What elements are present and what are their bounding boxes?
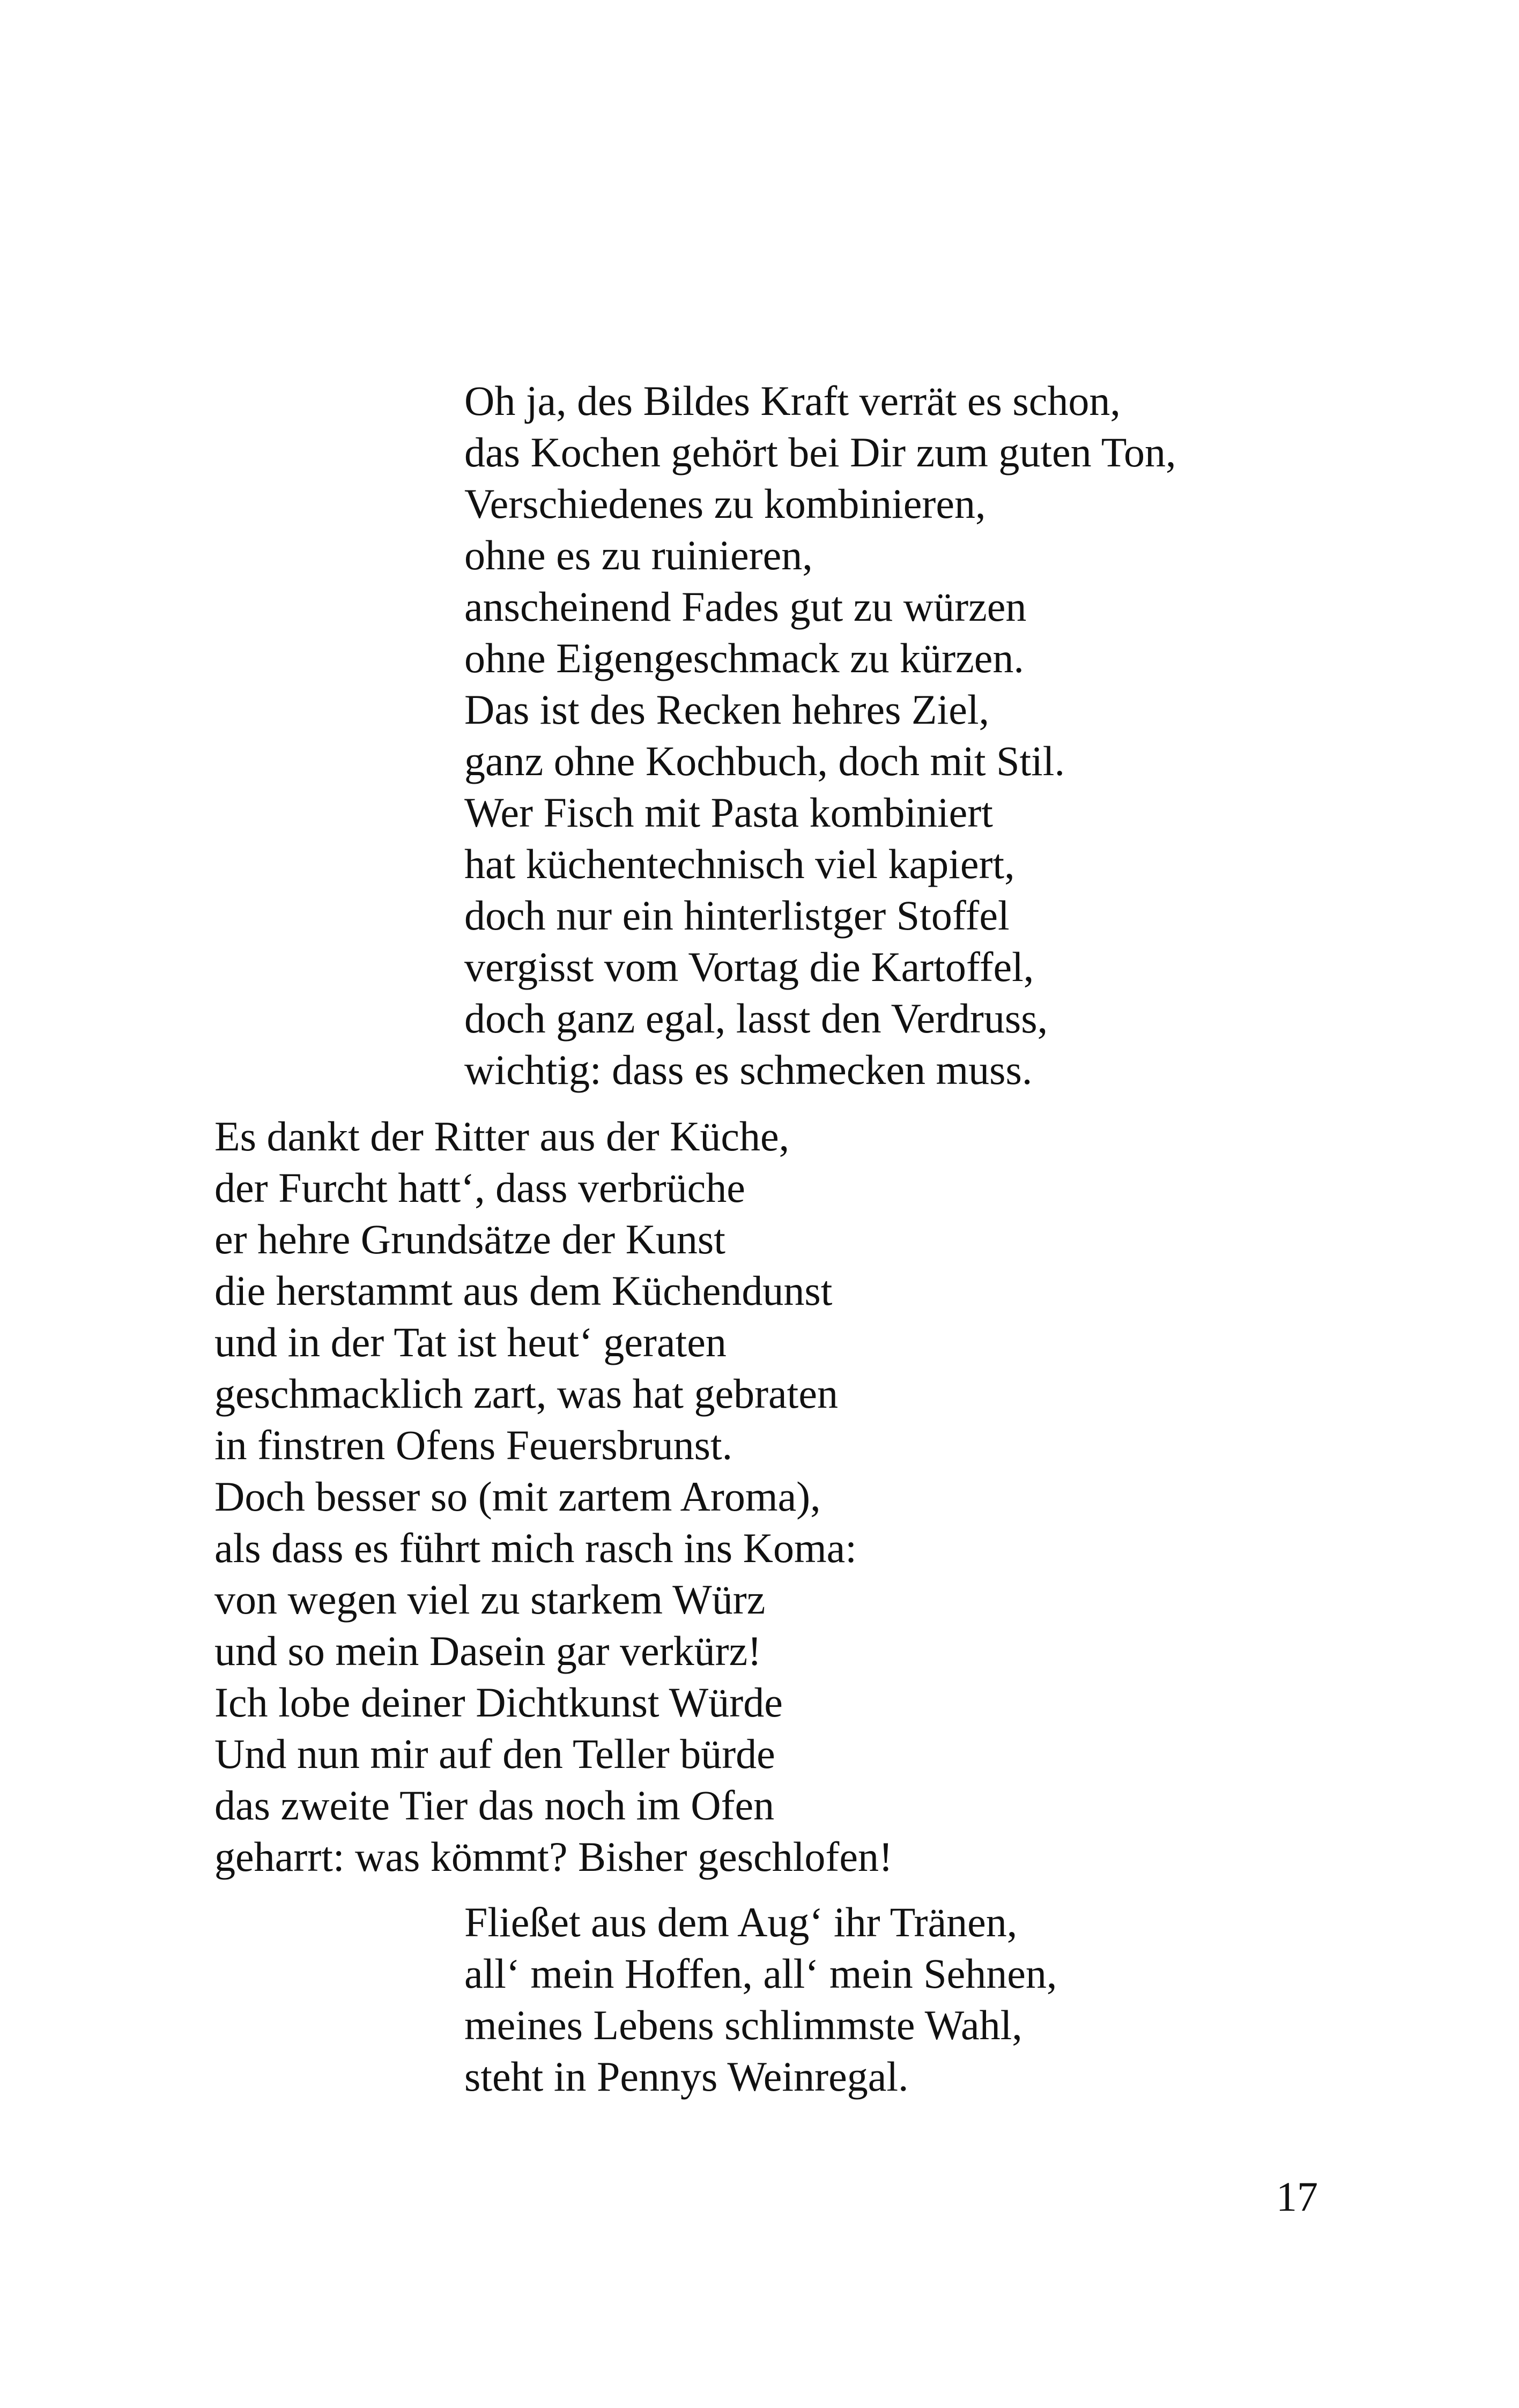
poem-line: und in der Tat ist heut‘ geraten (214, 1319, 727, 1365)
poem-line: all‘ mein Hoffen, all‘ mein Sehnen, (464, 1950, 1057, 1997)
poem-line: von wegen viel zu starkem Würz (214, 1576, 766, 1623)
poem-line: wichtig: dass es schmecken muss. (464, 1046, 1033, 1093)
poem-line: anscheinend Fades gut zu würzen (464, 583, 1027, 630)
poem-line: Und nun mir auf den Teller bürde (214, 1730, 775, 1777)
poem-line: steht in Pennys Weinregal. (464, 2053, 909, 2100)
page-number: 17 (1276, 2173, 1318, 2220)
poem-line: Fließet aus dem Aug‘ ihr Tränen, (464, 1899, 1018, 1945)
stanza-2 (214, 1111, 893, 1883)
poem-line: Oh ja, des Bildes Kraft verrät es schon, (464, 377, 1121, 424)
poem-line: das Kochen gehört bei Dir zum guten Ton, (464, 429, 1176, 475)
poem-line: doch ganz egal, lasst den Verdruss, (464, 995, 1048, 1042)
stanza-3 (464, 1897, 1057, 2102)
poem-line: als dass es führt mich rasch ins Koma: (214, 1525, 857, 1571)
poem-line: die herstammt aus dem Küchendunst (214, 1267, 833, 1314)
poem-line: der Furcht hatt‘, dass verbrüche (214, 1164, 745, 1211)
poem-line: und so mein Dasein gar verkürz! (214, 1627, 762, 1674)
poem-line: Verschiedenes zu kombinieren, (464, 480, 986, 527)
poem-line: doch nur ein hinterlistger Stoffel (464, 892, 1010, 939)
poem-line: Das ist des Recken hehres Ziel, (464, 686, 990, 733)
poem-line: er hehre Grundsätze der Kunst (214, 1216, 725, 1262)
poem-line: ohne Eigengeschmack zu kürzen. (464, 635, 1024, 681)
poem-line: geharrt: was kömmt? Bisher geschlofen! (214, 1833, 893, 1880)
poem-line: Es dankt der Ritter aus der Küche, (214, 1113, 790, 1160)
poem-line: in finstren Ofens Feuersbrunst. (214, 1422, 733, 1468)
poem-line: hat küchentechnisch viel kapiert, (464, 841, 1015, 887)
poem-line: meines Lebens schlimmste Wahl, (464, 2002, 1022, 2048)
poem-line: Wer Fisch mit Pasta kombiniert (464, 789, 993, 836)
poem-line: vergisst vom Vortag die Kartoffel, (464, 943, 1034, 990)
poem-line: Ich lobe deiner Dichtkunst Würde (214, 1679, 783, 1726)
poem-line: ohne es zu ruinieren, (464, 532, 813, 578)
stanza-1 (464, 375, 1176, 1096)
poem-line: geschmacklich zart, was hat gebraten (214, 1370, 838, 1417)
poem-line: ganz ohne Kochbuch, doch mit Stil. (464, 738, 1065, 784)
poem-line: das zweite Tier das noch im Ofen (214, 1782, 775, 1829)
poem-line: Doch besser so (mit zartem Aroma), (214, 1473, 821, 1520)
